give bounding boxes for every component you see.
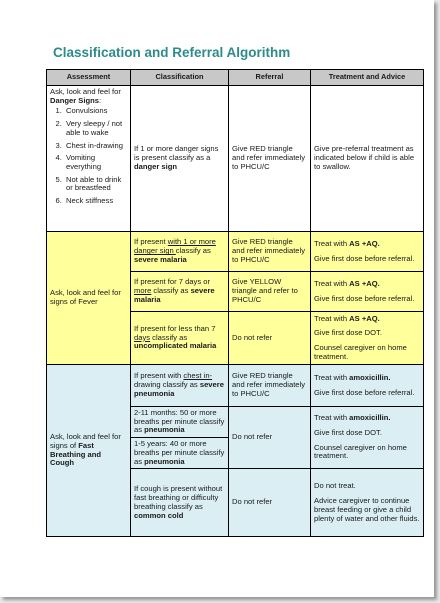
fever-treatment-cell: Treat with AS +AQ. Give first dose before referral. — [311, 232, 424, 272]
breathing-treatment-cell: Treat with amoxicillin. Give first dose DOT. Counsel caregiver on home treatment. — [311, 407, 424, 469]
header-assessment: Assessment — [47, 70, 131, 86]
list-item: 3. Chest in-drawing — [64, 142, 127, 151]
list-item: 5. Not able to drink or breastfeed — [64, 176, 127, 193]
fever-classification-cell: If present for 7 days or more classify as severe malaria — [131, 272, 229, 312]
fever-referral-cell: Do not refer — [229, 312, 311, 365]
breathing-classification-cell: If cough is present without fast breathing or difficulty breathing classify as common cold — [131, 469, 229, 537]
header-treatment: Treatment and Advice — [311, 70, 424, 86]
breathing-treatment-cell: Treat with amoxicillin. Give first dose before referral. — [311, 365, 424, 407]
danger-sign-list — [50, 107, 127, 205]
list-item: 1. Convulsions — [64, 107, 127, 116]
list-item: 4. Vomiting everything — [64, 154, 127, 171]
fever-referral-cell: Give YELLOW triangle and refer to PHCU/C — [229, 272, 311, 312]
list-item: 2. Very sleepy / not able to wake — [64, 120, 127, 137]
danger-assessment-text: Ask, look and feel for Danger Signs: — [50, 87, 121, 105]
breathing-referral-cell: Do not refer — [229, 469, 311, 537]
table-header-row — [47, 70, 424, 86]
breathing-classification-cell: If present with chest in-drawing classify as severe pneumonia — [131, 365, 229, 407]
breathing-classification-cell: 1-5 years: 40 or more breaths per minute classify as pneumonia — [131, 438, 229, 469]
breathing-referral-cell: Give RED triangle and refer immediately to PHCU/C — [229, 365, 311, 407]
fever-treatment-cell: Treat with AS +AQ. Give first dose before referral. — [311, 272, 424, 312]
danger-assessment-cell — [47, 86, 131, 232]
fever-row-severe — [47, 232, 424, 272]
breathing-row-severe — [47, 365, 424, 407]
fever-treatment-cell: Treat with AS +AQ. Give first dose DOT. Counsel caregiver on home treatment. — [311, 312, 424, 365]
fever-classification-cell: If present for less than 7 days classify as uncomplicated malaria — [131, 312, 229, 365]
fever-assessment-cell: Ask, look and feel for signs of Fever — [47, 232, 131, 365]
danger-referral-cell: Give RED triangle and refer immediately to PHCU/C — [229, 86, 311, 232]
algorithm-table — [46, 69, 424, 537]
list-item: 6. Neck stiffness — [64, 197, 127, 206]
page-title: Classification and Referral Algorithm — [53, 45, 291, 60]
danger-treatment-cell: Give pre-referral treatment as indicated below if child is able to swallow. — [311, 86, 424, 232]
fever-classification-cell: If present with 1 or more danger sign classify as severe malaria — [131, 232, 229, 272]
danger-classification-cell: If 1 or more danger signs is present classify as a danger sign — [131, 86, 229, 232]
breathing-assessment-cell: Ask, look and feel for signs of Fast Breathing and Cough — [47, 365, 131, 537]
header-classification: Classification — [131, 70, 229, 86]
header-referral: Referral — [229, 70, 311, 86]
danger-sign-row — [47, 86, 424, 232]
fever-referral-cell: Give RED triangle and refer immediately to PHCU/C — [229, 232, 311, 272]
breathing-treatment-cell: Do not treat. Advice caregiver to continue breast feeding or give a child plenty of water and other fluids. — [311, 469, 424, 537]
breathing-referral-cell: Do not refer — [229, 407, 311, 469]
breathing-classification-cell: 2-11 months: 50 or more breaths per minute classify as pneumonia — [131, 407, 229, 438]
